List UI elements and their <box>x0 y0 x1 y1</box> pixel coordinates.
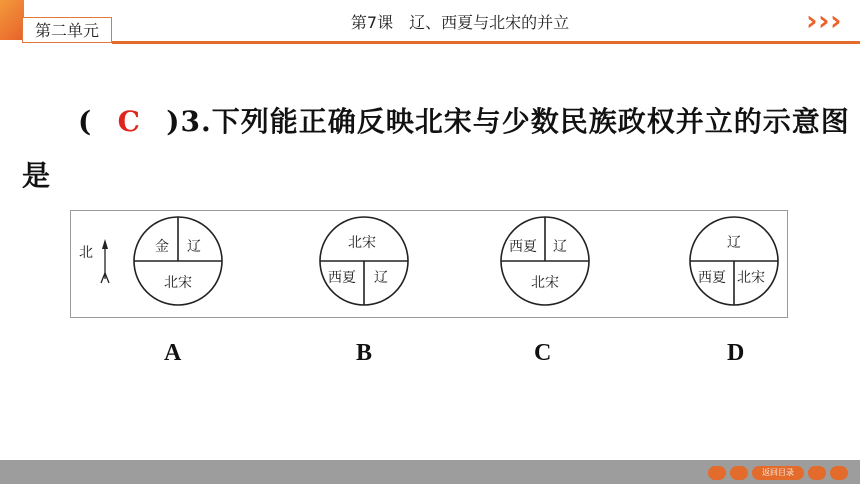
unit-tab: 第二单元 <box>22 17 112 43</box>
region-label: 辽 <box>727 235 741 251</box>
next-page-button[interactable] <box>808 466 826 480</box>
option-label-c: C <box>534 340 552 366</box>
region-label: 辽 <box>187 239 201 255</box>
question-text-continued: 是 <box>22 159 51 192</box>
header-bar <box>0 0 860 45</box>
chevron-right-icon: › <box>818 4 830 37</box>
compass-north-indicator <box>79 239 109 283</box>
region-label: 辽 <box>553 239 567 255</box>
region-label: 西夏 <box>509 239 537 255</box>
back-to-contents-button[interactable]: 返回目录 <box>752 466 804 480</box>
paren-open: ( <box>78 105 93 138</box>
option-label-d: D <box>727 340 745 366</box>
diagram-option-a <box>134 217 222 305</box>
answer-letter: C <box>117 105 141 138</box>
option-label-b: B <box>356 340 373 366</box>
region-label: 北宋 <box>164 275 192 291</box>
region-label: 辽 <box>374 270 388 286</box>
chevron-right-icon: › <box>806 4 818 37</box>
prev-page-button[interactable] <box>730 466 748 480</box>
last-page-button[interactable] <box>830 466 848 480</box>
diagram-option-b <box>320 217 408 305</box>
question-line <box>78 100 850 140</box>
option-label-a: A <box>164 340 182 366</box>
region-label: 西夏 <box>698 270 726 286</box>
region-label: 北宋 <box>348 235 376 251</box>
chevron-right-icon: › <box>830 4 842 37</box>
header-accent <box>0 0 24 40</box>
region-label: 西夏 <box>328 270 356 286</box>
first-page-button[interactable] <box>708 466 726 480</box>
question-text: )3.下列能正确反映北宋与少数民族政权并立的示意图 <box>166 105 850 138</box>
region-label: 北宋 <box>531 275 559 291</box>
diagram-figure <box>70 210 788 318</box>
region-label: 北宋 <box>737 270 765 286</box>
compass-label: 北 <box>79 245 93 261</box>
lesson-title: 第7课 辽、西夏与北宋的并立 <box>350 13 570 32</box>
diagram-option-d <box>690 217 778 305</box>
diagram-option-c <box>501 217 589 305</box>
header-divider <box>112 41 860 44</box>
region-label: 金 <box>155 239 169 255</box>
